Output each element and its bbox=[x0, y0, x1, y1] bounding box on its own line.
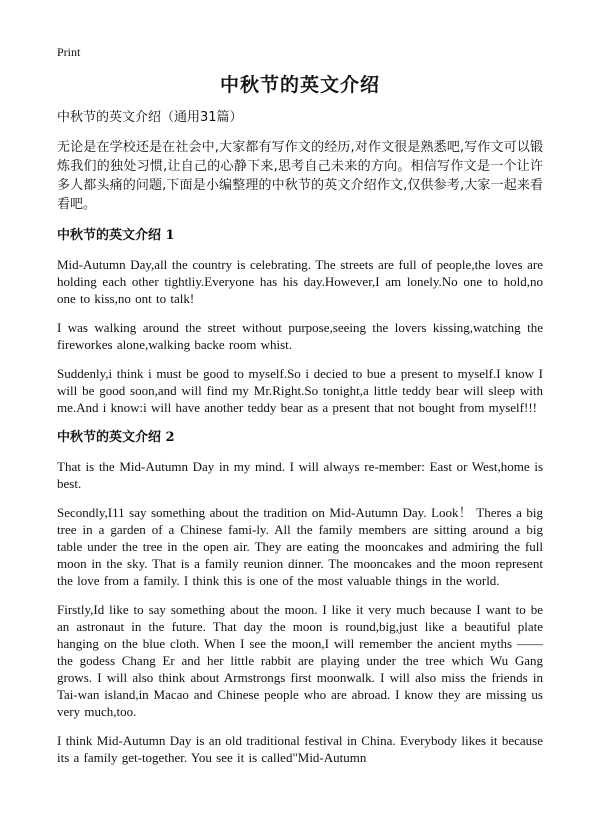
body-paragraph: Firstly,Id like to say something about the moon. I like it very much because I want to be an astronaut in the future. That day the moon is round,big,just like a beautiful plate hanging on the blue cloth. When I see the moon,I will remember the ancient myths —— the godess Chang Er and her little rabbit are playing under the tree which Wu Gang grows. I will also think about Armstrongs first moonwalk. I will also miss the friends in Tai-wan island,in Macao and Chinese people who are abroad. I know they are missing us very much,too. bbox=[57, 602, 543, 719]
section-heading: 中秋节的英文介绍 1 bbox=[57, 228, 175, 243]
section-1 bbox=[57, 226, 543, 416]
document-subtitle: 中秋节的英文介绍（通用31篇） bbox=[57, 110, 243, 125]
body-paragraph: I think Mid-Autumn Day is an old traditional festival in China. Everybody likes it because its a family get-together. You see it is called"Mid-Autumn bbox=[57, 733, 543, 765]
body-paragraph: I was walking around the street without purpose,seeing the lovers kissing,watching the fireworkes alone,walking backe room whist. bbox=[57, 320, 543, 352]
body-paragraph: Suddenly,i think i must be good to myself.So i decied to bue a present to myself.I know I will be good soon,and will find my Mr.Right.So tonight,a little teddy bear will sleep with me.And i know:i will have another teddy bear as a present that not bought from myself!!! bbox=[57, 366, 543, 415]
body-paragraph: Secondly,I11 say something about the tradition on Mid-Autumn Day. Look！ Theres a big tree in a garden of a Chinese fami-ly. All the family members are sitting around a big table under the tree in the open air. They are eating the mooncakes and admiring the full moon in the sky. That is a family reunion dinner. The mooncakes and the moon represent the love from a family. I think this is one of the most valuable things in the world. bbox=[57, 505, 543, 588]
document-title: 中秋节的英文介绍 bbox=[219, 74, 380, 96]
body-paragraph: That is the Mid-Autumn Day in my mind. I will always re-member: East or West,home is best. bbox=[57, 459, 543, 491]
print-link[interactable]: Print bbox=[57, 45, 81, 59]
section-2 bbox=[57, 428, 543, 766]
body-paragraph: Mid-Autumn Day,all the country is celebrating. The streets are full of people,the loves are holding each other tightliy.Everyone has his day.However,I am lonely.No one to hold,no one to kiss,no ont to talk! bbox=[57, 257, 543, 306]
section-heading: 中秋节的英文介绍 2 bbox=[57, 430, 175, 445]
intro-paragraph: 无论是在学校还是在社会中,大家都有写作文的经历,对作文很是熟悉吧,写作文可以锻炼我们的独处习惯,让自己的心静下来,思考自己未来的方向。相信写作文是一个让许多人都头痛的问题,下面是小编整理的中秋节的英文介绍作文,仅供参考,大家一起来看看吧。 bbox=[57, 140, 543, 212]
